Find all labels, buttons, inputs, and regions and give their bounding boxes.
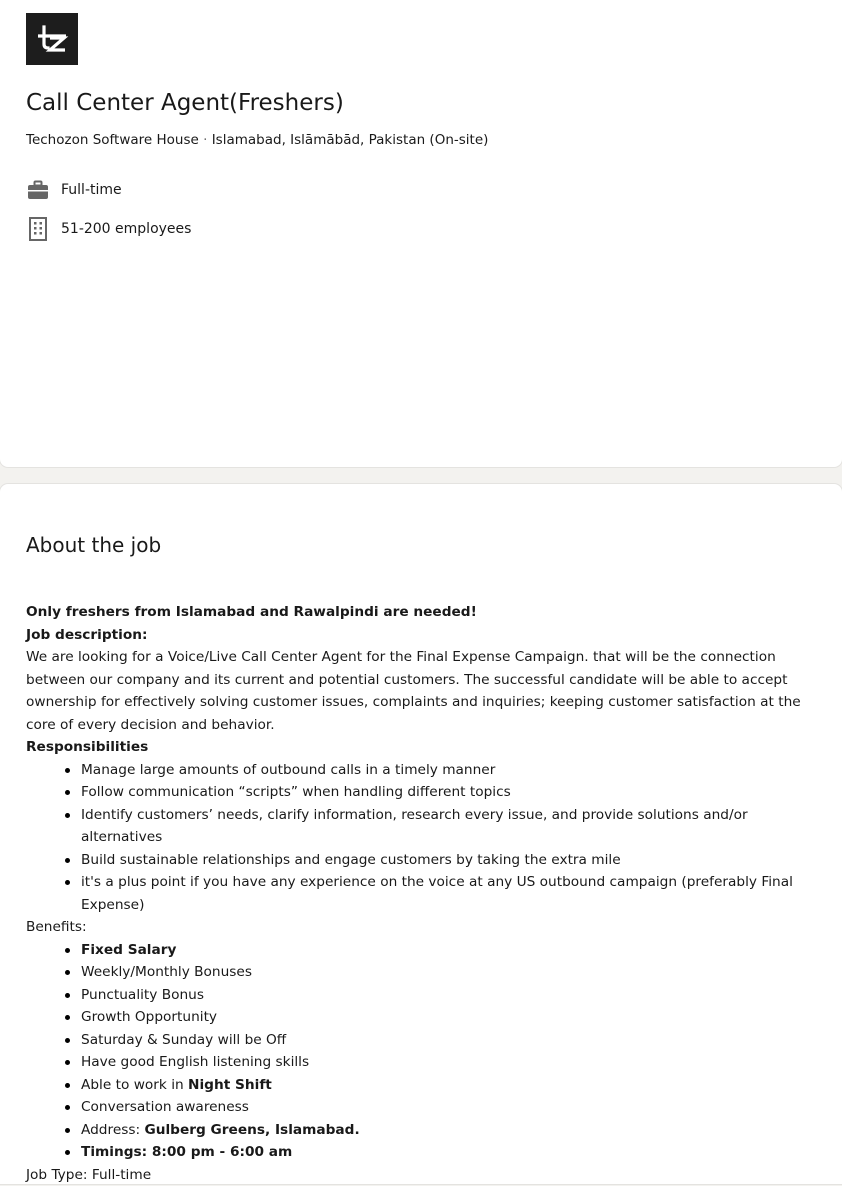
benefit-fixed-salary: Fixed Salary <box>81 942 176 958</box>
company-name-link[interactable]: Techozon Software House <box>26 132 199 148</box>
list-item: Punctuality Bonus <box>81 984 826 1007</box>
list-item <box>81 1074 826 1097</box>
responsibilities-label: Responsibilities <box>26 736 826 759</box>
list-item: it's a plus point if you have any experience on the voice at any US outbound campaign (preferably Final Expense) <box>81 871 826 916</box>
about-job-heading: About the job <box>26 531 161 559</box>
insight-text-company-size: 51-200 employees <box>61 220 191 238</box>
benefits-list <box>26 939 826 1164</box>
insight-company-size <box>26 217 191 241</box>
address-bold: Gulberg Greens, Islamabad. <box>144 1122 359 1138</box>
address-prefix: Address: <box>81 1122 144 1138</box>
job-subline <box>26 131 488 149</box>
list-item <box>81 939 826 962</box>
timings: Timings: 8:00 pm - 6:00 am <box>81 1144 292 1160</box>
insight-text-employment-type: Full-time <box>61 181 122 199</box>
list-item <box>81 1141 826 1164</box>
intro-text: Only freshers from Islamabad and Rawalpindi are needed! <box>26 601 826 624</box>
separator: · <box>203 132 207 148</box>
list-item: Growth Opportunity <box>81 1006 826 1029</box>
list-item: Conversation awareness <box>81 1096 826 1119</box>
benefits-label: Benefits: <box>26 916 826 939</box>
company-logo[interactable] <box>26 13 78 65</box>
night-shift-prefix: Able to work in <box>81 1077 188 1093</box>
building-icon <box>26 217 50 241</box>
list-item: Build sustainable relationships and engage customers by taking the extra mile <box>81 849 826 872</box>
job-description <box>26 601 826 1186</box>
list-item: Follow communication “scripts” when handling different topics <box>81 781 826 804</box>
night-shift-bold: Night Shift <box>188 1077 272 1093</box>
responsibilities-list <box>26 759 826 917</box>
list-item: Identify customers’ needs, clarify information, research every issue, and provide solutions and/or alternatives <box>81 804 826 849</box>
list-item: Saturday & Sunday will be Off <box>81 1029 826 1052</box>
job-description-label: Job description: <box>26 624 826 647</box>
briefcase-icon <box>26 178 50 202</box>
job-title: Call Center Agent(Freshers) <box>26 88 344 118</box>
job-location: Islamabad, Islāmābād, Pakistan (On-site) <box>212 132 489 148</box>
job-type: Job Type: Full-time <box>26 1164 826 1186</box>
job-top-card <box>0 0 842 467</box>
list-item: Manage large amounts of outbound calls in a timely manner <box>81 759 826 782</box>
list-item: Weekly/Monthly Bonuses <box>81 961 826 984</box>
list-item <box>81 1119 826 1142</box>
insight-workplace-type <box>26 178 122 202</box>
tz-logo-icon <box>35 24 69 54</box>
job-description-text: We are looking for a Voice/Live Call Center Agent for the Final Expense Campaign. that will be the connection between our company and its current and potential customers. The successful candidate will be able to accept ownership for effectively solving customer issues, complaints and inquiries; keeping customer satisfaction at the core of every decision and behavior. <box>26 646 826 736</box>
list-item: Have good English listening skills <box>81 1051 826 1074</box>
